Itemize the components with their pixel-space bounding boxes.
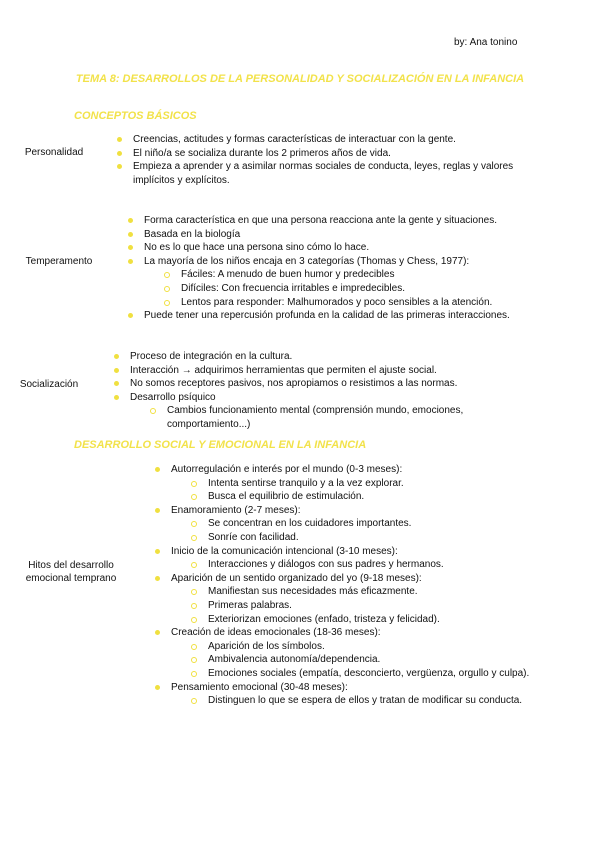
sub-list-item: Distinguen lo que se espera de ellos y tratan de modificar su conducta.	[171, 694, 592, 708]
list-temperamento	[125, 214, 545, 323]
list-item	[152, 463, 592, 504]
label-personalidad: Personalidad	[24, 147, 84, 158]
list-item: Proceso de integración en la cultura.	[111, 350, 511, 364]
sub-list-item: Difíciles: Con frecuencia irritables e impredecibles.	[144, 282, 545, 296]
sub-list-item: Fáciles: A menudo de buen humor y predecibles	[144, 268, 545, 282]
list-item: Creencias, actitudes y formas características de interactuar con la gente.	[114, 133, 534, 147]
list-item: Interacción → adquirimos herramientas que permiten el ajuste social.	[111, 364, 511, 378]
list-item: El niño/a se socializa durante los 2 primeros años de vida.	[114, 147, 534, 161]
list-item-text: Creación de ideas emocionales (18-36 meses):	[171, 627, 381, 639]
list-item	[125, 255, 545, 309]
list-item-text: Pensamiento emocional (30-48 meses):	[171, 681, 348, 693]
list-item: Basada en la biología	[125, 228, 545, 242]
list-item	[152, 626, 592, 680]
sub-list-item: Exteriorizan emociones (enfado, tristeza y felicidad).	[171, 613, 592, 627]
sub-list-item: Sonríe con facilidad.	[171, 531, 592, 545]
list-item: No somos receptores pasivos, nos apropiamos o resistimos a las normas.	[111, 377, 511, 391]
list-item-text: Enamoramiento (2-7 meses):	[171, 504, 301, 516]
list-item: Forma característica en que una persona reacciona ante la gente y situaciones.	[125, 214, 545, 228]
heading-desarrollo-social: DESARROLLO SOCIAL Y EMOCIONAL EN LA INFANCIA	[74, 439, 367, 451]
list-item	[152, 572, 592, 626]
list-item: No es lo que hace una persona sino cómo lo hace.	[125, 241, 545, 255]
list-item-text: Aparición de un sentido organizado del yo (9-18 meses):	[171, 572, 422, 584]
list-hitos	[152, 463, 592, 708]
list-item-text: Inicio de la comunicación intencional (3-10 meses):	[171, 545, 398, 557]
sub-list-item: Se concentran en los cuidadores importantes.	[171, 517, 592, 531]
sub-list-item: Manifiestan sus necesidades más eficazmente.	[171, 585, 592, 599]
author: by: Ana tonino	[454, 37, 518, 48]
sub-list-item: Busca el equilibrio de estimulación.	[171, 490, 592, 504]
sub-list-item: Primeras palabras.	[171, 599, 592, 613]
document-title: TEMA 8: DESARROLLOS DE LA PERSONALIDAD Y SOCIALIZACIÓN EN LA INFANCIA	[75, 73, 525, 85]
sub-list-item: Intenta sentirse tranquilo y a la vez explorar.	[171, 477, 592, 491]
label-temperamento: Temperamento	[25, 256, 93, 267]
list-item	[152, 681, 592, 708]
sub-list-item: Aparición de los símbolos.	[171, 640, 592, 654]
list-item	[111, 391, 511, 432]
sub-list-item: Interacciones y diálogos con sus padres y hermanos.	[171, 558, 592, 572]
list-item	[152, 504, 592, 545]
sub-list-item: Lentos para responder: Malhumorados y poco sensibles a la atención.	[144, 296, 545, 310]
label-hitos: Hitos del desarrollo emocional temprano	[25, 560, 117, 584]
list-socializacion	[111, 350, 511, 432]
label-socializacion: Socialización	[19, 379, 79, 390]
list-item-text: Desarrollo psíquico	[130, 391, 216, 403]
list-item-text: La mayoría de los niños encaja en 3 categorías (Thomas y Chess, 1977):	[144, 255, 470, 267]
list-item: Empieza a aprender y a asimilar normas sociales de conducta, leyes, reglas y valores implícitos y explícitos.	[114, 160, 534, 187]
list-personalidad	[114, 133, 534, 187]
list-item: Puede tener una repercusión profunda en la calidad de las primeras interacciones.	[125, 309, 545, 323]
list-item-text: Autorregulación e interés por el mundo (0-3 meses):	[171, 464, 403, 475]
sub-list-item: Cambios funcionamiento mental (comprensión mundo, emociones, comportamiento...)	[130, 404, 511, 431]
sub-list-item: Ambivalencia autonomía/dependencia.	[171, 653, 592, 667]
heading-conceptos-basicos: CONCEPTOS BÁSICOS	[74, 110, 197, 122]
list-item	[152, 545, 592, 572]
sub-list-item: Emociones sociales (empatía, desconcierto, vergüenza, orgullo y culpa).	[171, 667, 592, 681]
